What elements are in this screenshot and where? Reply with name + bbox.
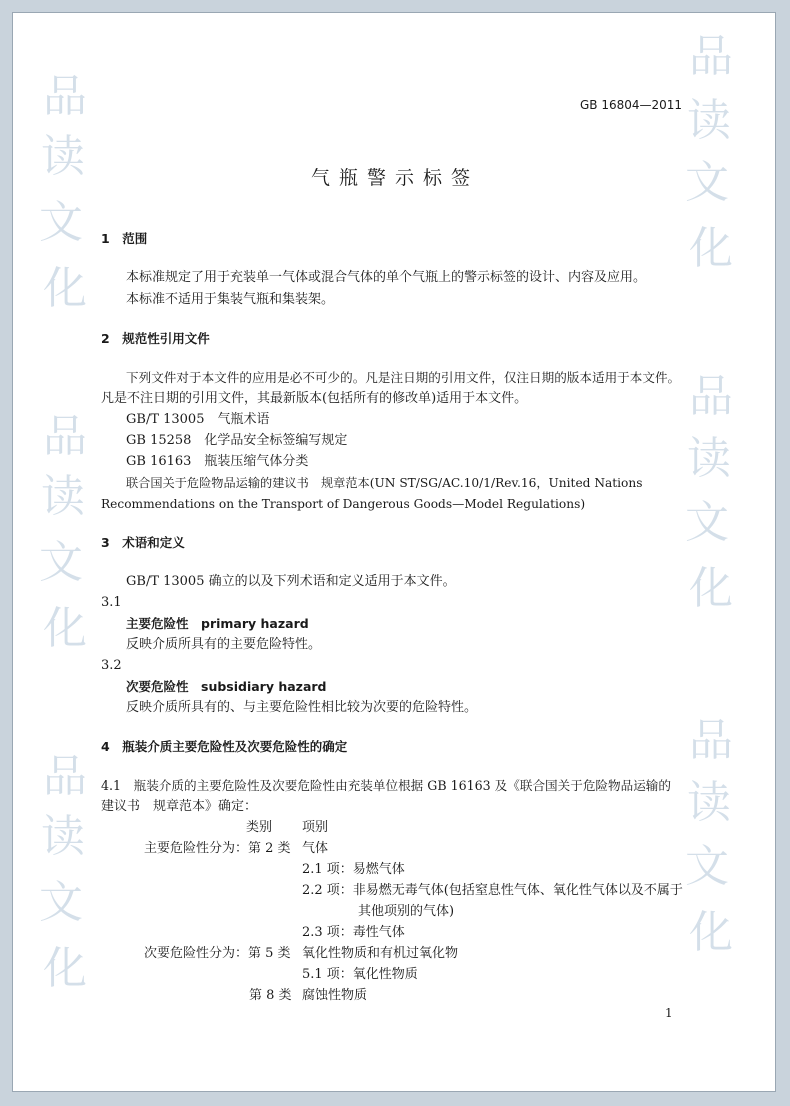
column-header-class: 类别: [246, 820, 273, 835]
column-header-item: 项别: [302, 820, 329, 835]
watermark-char: 化: [689, 907, 733, 958]
term-title: 次要危险性 subsidiary hazard: [126, 679, 327, 694]
watermark-char: 化: [43, 603, 87, 654]
term-title: 主要危险性 primary hazard: [126, 616, 309, 631]
watermark-char: 读: [41, 131, 85, 182]
watermark-char: 品: [43, 71, 87, 122]
hazard-item: 2.2 项：非易燃无毒气体(包括窒息性气体、氧化性气体以及不属于: [302, 883, 683, 898]
primary-hazard-label: 主要危险性分为：第 2 类: [144, 841, 291, 856]
watermark-char: 化: [689, 563, 733, 614]
page-content: [13, 13, 776, 1092]
section-2-heading: 2 规范性引用文件: [101, 331, 210, 346]
watermark-char: 文: [685, 841, 729, 892]
watermark-char: 品: [43, 411, 87, 462]
reference-item: GB 16163 瓶装压缩气体分类: [126, 454, 309, 469]
watermark-char: 文: [39, 197, 83, 248]
watermark-char: 文: [685, 157, 729, 208]
hazard-item: 其他项别的气体): [358, 904, 455, 919]
watermark-char: 文: [685, 497, 729, 548]
section-1-paragraph: 本标准规定了用于充装单一气体或混合气体的单个气瓶上的警示标签的设计、内容及应用。: [126, 270, 647, 285]
secondary-hazard-class: 氧化性物质和有机过氧化物: [302, 946, 459, 961]
watermark-char: 文: [39, 877, 83, 928]
hazard-item: 5.1 项：氧化性物质: [302, 967, 418, 982]
watermark-char: 读: [41, 471, 85, 522]
hazard-item: 2.3 项：毒性气体: [302, 925, 405, 940]
watermark-char: 品: [689, 715, 733, 766]
term-number: 3.2: [101, 658, 122, 673]
watermark-char: 化: [43, 263, 87, 314]
hazard-item: 2.1 项：易燃气体: [302, 862, 405, 877]
watermark-char: 品: [689, 31, 733, 82]
section-4-paragraph: 建议书 规章范本》确定：: [101, 799, 258, 814]
watermark-char: 品: [689, 371, 733, 422]
section-1-heading: 1 范围: [101, 231, 148, 246]
watermark-char: 文: [39, 537, 83, 588]
reference-item: Recommendations on the Transport of Dangerous Goods—Model Regulations): [101, 497, 586, 511]
term-definition: 反映介质所具有的主要危险特性。: [126, 637, 322, 652]
watermark-char: 读: [687, 433, 731, 484]
page-number: 1: [665, 1006, 673, 1020]
primary-hazard-class: 气体: [302, 841, 329, 856]
reference-item: 联合国关于危险物品运输的建议书 规章范本(UN ST/SG/AC.10/1/Rev.16，United Nations: [126, 476, 643, 490]
term-number: 3.1: [101, 595, 122, 610]
section-4-heading: 4 瓶装介质主要危险性及次要危险性的确定: [101, 739, 348, 754]
section-3-intro: GB/T 13005 确立的以及下列术语和定义适用于本文件。: [126, 574, 456, 589]
secondary-hazard-label: 次要危险性分为：第 5 类: [144, 946, 291, 961]
class-8-name: 腐蚀性物质: [302, 988, 368, 1003]
document-title: 气瓶警示标签: [310, 167, 479, 189]
section-1-paragraph: 本标准不适用于集装气瓶和集装架。: [126, 292, 335, 307]
section-3-heading: 3 术语和定义: [101, 535, 185, 550]
watermark-char: 化: [689, 223, 733, 274]
reference-item: GB/T 13005 气瓶术语: [126, 412, 270, 427]
reference-item: GB 15258 化学品安全标签编写规定: [126, 433, 348, 448]
watermark-char: 化: [43, 943, 87, 994]
term-definition: 反映介质所具有的、与主要危险性相比较为次要的危险特性。: [126, 700, 478, 715]
standard-code: GB 16804—2011: [580, 98, 683, 112]
watermark-char: 品: [43, 751, 87, 802]
document-page: [12, 12, 776, 1092]
section-4-paragraph: 4.1 瓶装介质的主要危险性及次要危险性由充装单位根据 GB 16163 及《联合国关于危险物品运输的: [101, 778, 671, 793]
section-2-paragraph: 凡是不注日期的引用文件，其最新版本(包括所有的修改单)适用于本文件。: [101, 391, 528, 406]
class-8-label: 第 8 类: [249, 988, 292, 1003]
watermark-char: 读: [41, 811, 85, 862]
section-2-paragraph: 下列文件对于本文件的应用是必不可少的。凡是注日期的引用文件，仅注日期的版本适用于本文件。: [126, 370, 681, 385]
watermark-char: 读: [687, 777, 731, 828]
watermark-char: 读: [687, 95, 731, 146]
